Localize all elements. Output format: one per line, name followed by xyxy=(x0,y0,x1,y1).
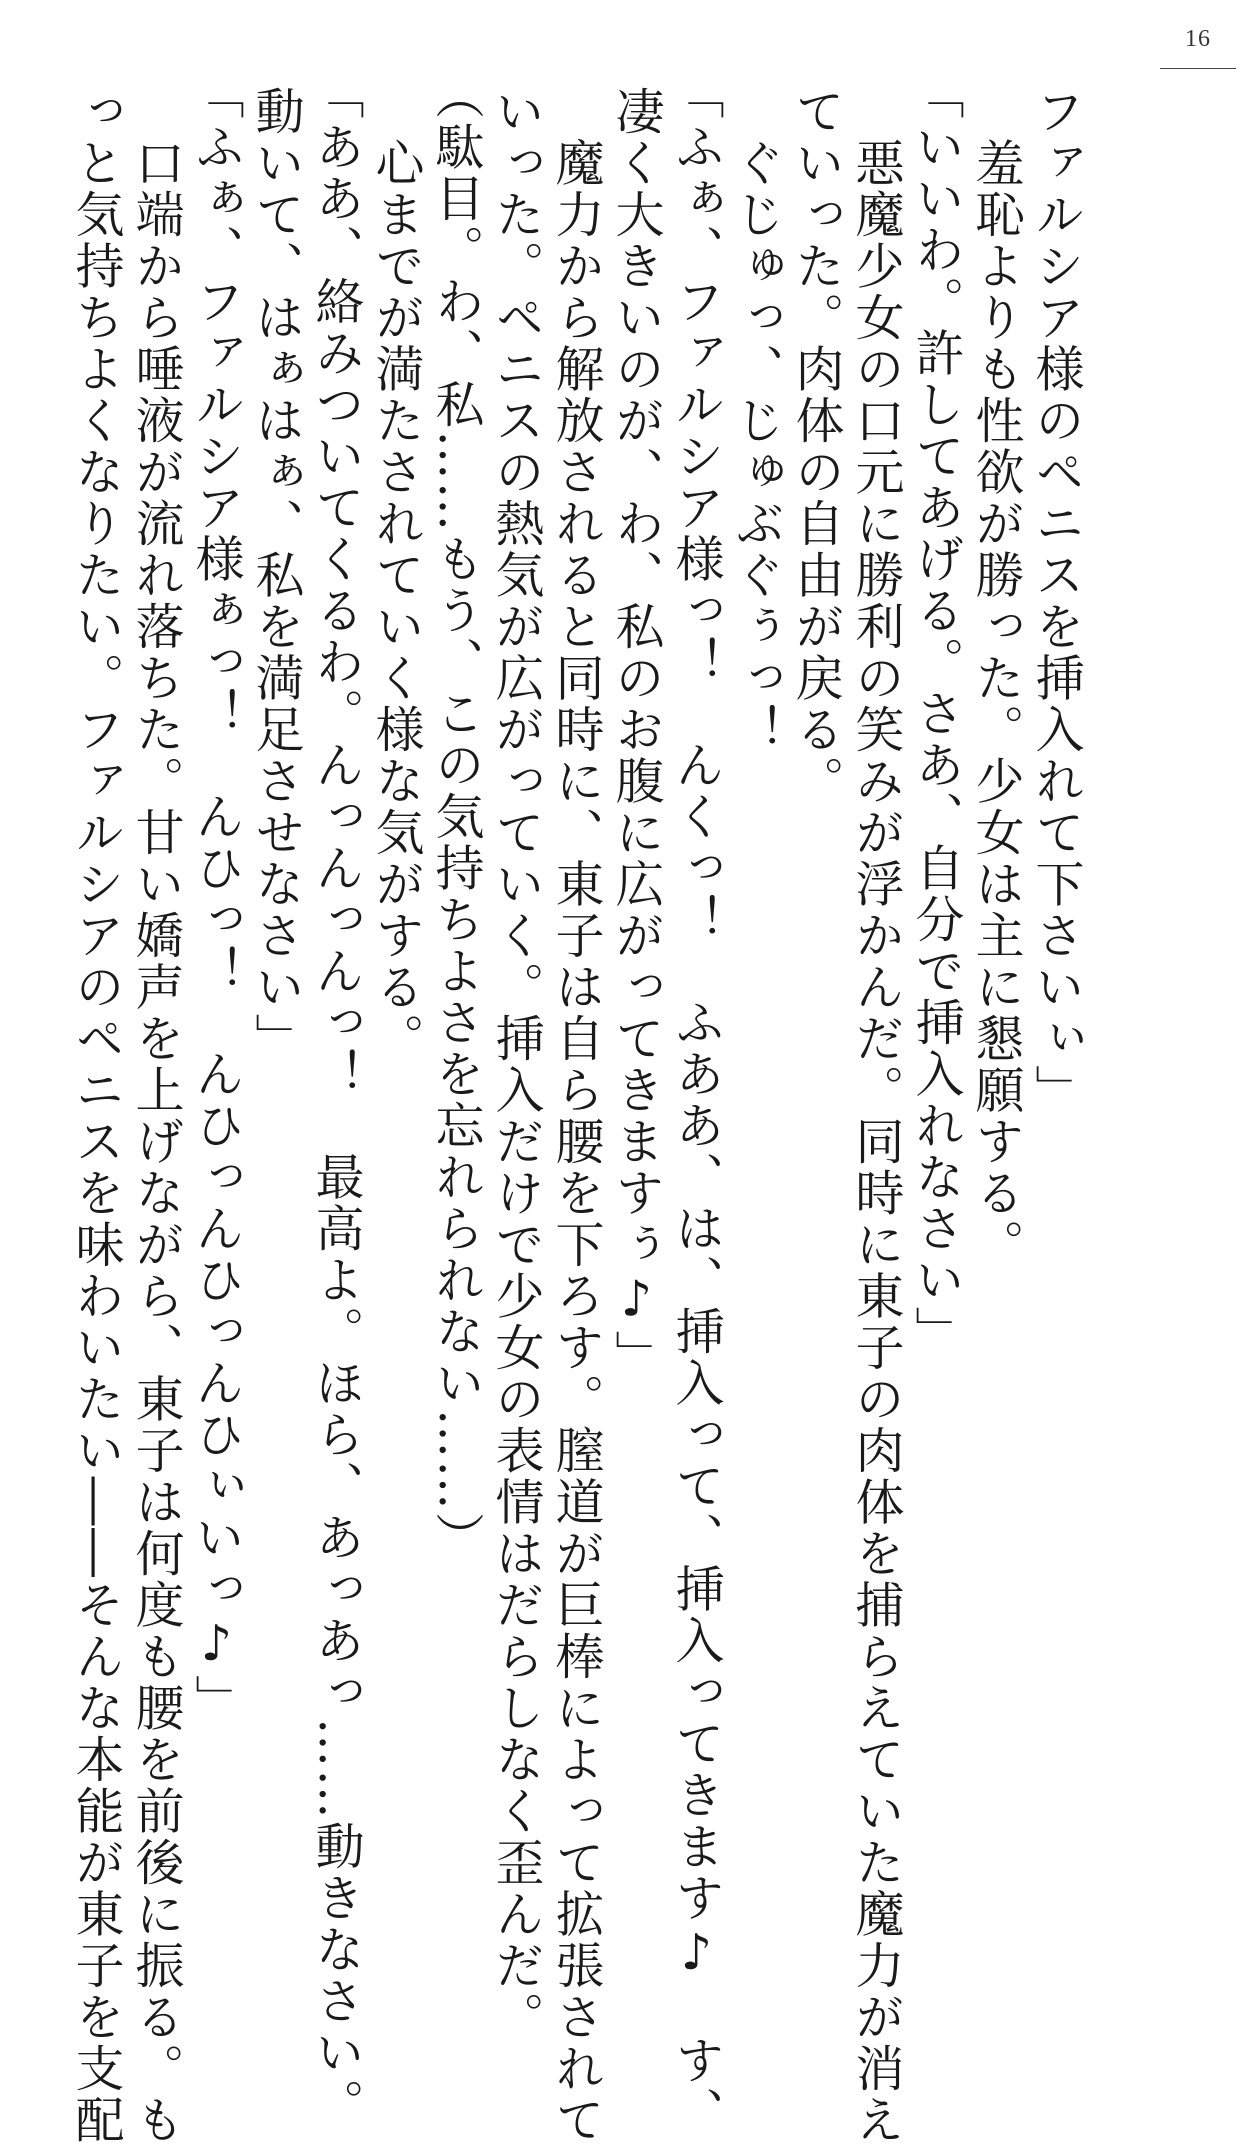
text-line: っと気持ちよくなりたい。ファルシアのペニスを味わいたい――そんな本能が東子を支配 xyxy=(68,86,125,2146)
text-line: いった。ペニスの熱気が広がっていく。挿入だけで少女の表情はだらしなく歪んだ。 xyxy=(488,86,545,2043)
text-line: 凄く大きいのが、わ、私のお腹に広がってきますぅ♪」 xyxy=(608,86,665,1382)
text-line: 「いいわ。許してあげる。さあ、自分で挿入れなさい」 xyxy=(908,70,965,1358)
text-line: 悪魔少女の口元に勝利の笑みが浮かんだ。同時に東子の肉体を捕らえていた魔力が消え xyxy=(848,86,905,2146)
page-number: 16 xyxy=(1185,26,1211,52)
text-line: ぐじゅっ、じゅぶぐぅっ！ xyxy=(728,86,785,756)
text-line: 動いて、はぁはぁ、私を満足させなさい」 xyxy=(248,86,305,1065)
text-line: 「ああ、絡みついてくるわ。んっんっんっ！ 最高よ。ほら、あっあっ……動きなさい。 xyxy=(308,70,365,2130)
text-line: 心までが満たされていく様な気がする。 xyxy=(368,86,425,1065)
text-line: 「ふぁ、ファルシア様ぁっ！ んひっ！ んひっんひっんひぃいっ♪」 xyxy=(188,70,245,1726)
text-line: 「ふぁ、ファルシア様っ！ んくっ！ ふああ、は、挿入って、挿入ってきます♪ す、 xyxy=(668,70,725,2138)
text-line: ていった。肉体の自由が戻る。 xyxy=(788,86,845,807)
text-line: 口端から唾液が流れ落ちた。甘い嬌声を上げながら、東子は何度も腰を前後に振る。も xyxy=(128,86,185,2146)
text-line: （駄目。わ、私……もう、この気持ちよさを忘れられない……） xyxy=(428,70,485,1564)
header-rule xyxy=(1160,68,1236,69)
text-line: 羞恥よりも性欲が勝った。少女は主に懇願する。 xyxy=(968,86,1025,1271)
vertical-text-body xyxy=(66,70,1086,2146)
text-line: ファルシア様のペニスを挿入れて下さいぃ」 xyxy=(1028,86,1085,1116)
text-line: 魔力から解放されると同時に、東子は自ら腰を下ろす。膣道が巨棒によって拡張されて xyxy=(548,86,605,2146)
